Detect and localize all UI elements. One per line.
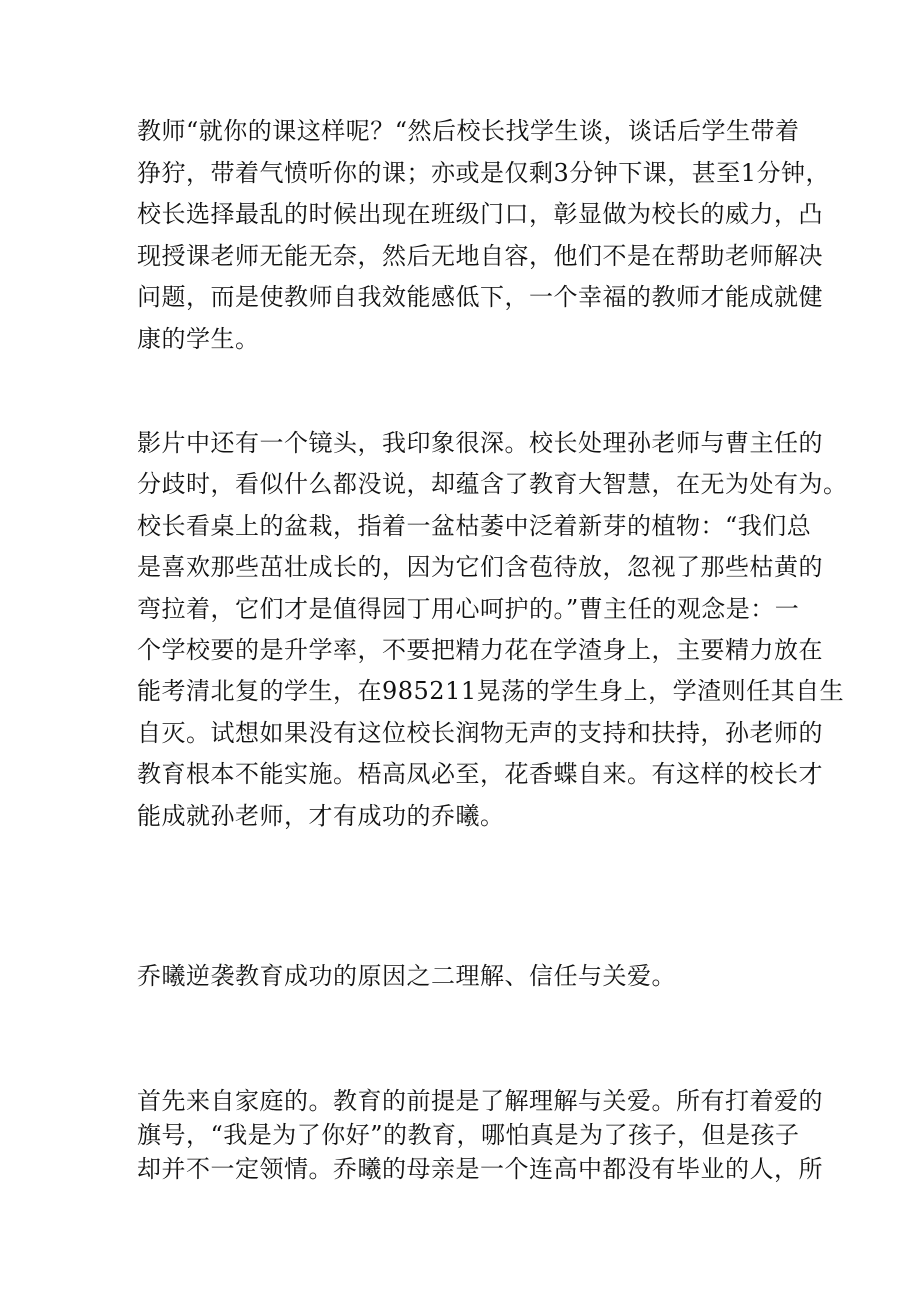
text-line: 能成就孙老师，才有成功的乔曦。 [137, 801, 505, 830]
text-line: 问题，而是使教师自我效能感低下，一个幸福的教师才能成就健 [137, 283, 823, 311]
paragraph-principal-criticism [137, 111, 831, 360]
text-line: 教育根本不能实施。梧高凤必至，花香蝶自来。有这样的校长才 [137, 760, 823, 789]
text-line: 旗号，“我是为了你好”的教育，哪怕真是为了孩子，但是孩子 [137, 1121, 800, 1149]
text-line: 个学校要的是升学率，不要把精力花在学渣身上，主要精力放在 [137, 635, 823, 664]
paragraph-section-heading [137, 958, 797, 994]
text-line: 却并不一定领情。乔曦的母亲是一个连高中都没有毕业的人，所 [137, 1155, 823, 1183]
text-line: 校长选择最乱的时候出现在班级门口，彰显做为校长的威力，凸 [137, 200, 823, 228]
text-line: 教师“就你的课这样呢？“然后校长找学生谈，谈话后学生带着 [137, 117, 800, 145]
paragraph-family [137, 1084, 823, 1186]
text-line: 狰狞，带着气愤听你的课；亦或是仅剩3分钟下课，甚至1分钟， [137, 158, 831, 187]
text-line: 能考清北复的学生，在985211晃荡的学生身上，学渣则任其自生 [137, 677, 845, 706]
paragraph-film-scene [137, 423, 848, 837]
text-line: 影片中还有一个镜头，我印象很深。校长处理孙老师与曹主任的 [137, 429, 823, 457]
text-line: 弯拉着，它们才是值得园丁用心呵护的。”曹主任的观念是：一 [137, 594, 800, 623]
text-line: 分歧时，看似什么都没说，却蕴含了教育大智慧，在无为处有为。 [137, 470, 848, 499]
text-line: 现授课老师无能无奈，然后无地自容，他们不是在帮助老师解决 [137, 241, 823, 270]
section-heading: 乔曦逆袭教育成功的原因之二理解、信任与关爱。 [137, 962, 676, 990]
text-line: 自灭。试想如果没有这位校长润物无声的支持和扶持，孙老师的 [137, 718, 823, 747]
text-line: 康的学生。 [137, 324, 260, 353]
text-line: 是喜欢那些茁壮成长的，因为它们含苞待放，忽视了那些枯黄的 [137, 553, 823, 582]
text-line: 首先来自家庭的。教育的前提是了解理解与关爱。所有打着爱的 [137, 1087, 823, 1115]
text-line: 校长看桌上的盆栽，指着一盆枯萎中泛着新芽的植物：“我们总 [137, 511, 812, 540]
